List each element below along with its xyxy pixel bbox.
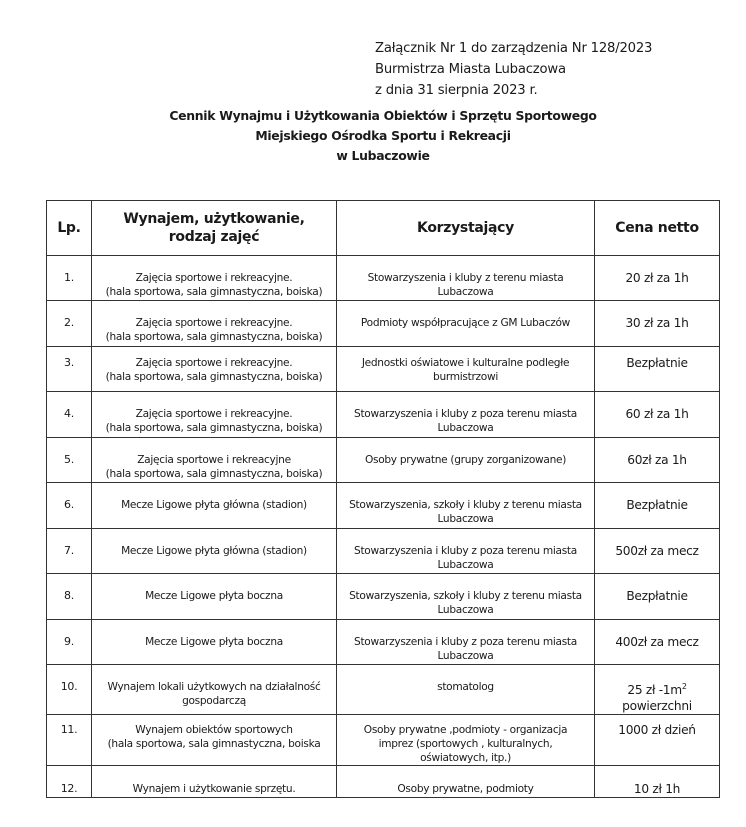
cell-lp — [47, 392, 92, 438]
lp-text: 3. — [64, 356, 74, 369]
cell-price — [595, 574, 720, 620]
table-header-row — [47, 201, 720, 256]
cell-price — [595, 665, 720, 715]
table-row — [47, 483, 720, 529]
cell-user — [337, 301, 595, 347]
cell-lp — [47, 438, 92, 483]
lp-text: 12. — [60, 782, 78, 796]
lp-text: 10. — [60, 680, 78, 693]
annex-line-1: Załącznik Nr 1 do zarządzenia Nr 128/2023 — [375, 41, 653, 56]
cell-lp — [47, 529, 92, 574]
cell-user — [337, 766, 595, 798]
user-line: imprez (sportowych , kulturalnych, — [378, 738, 553, 751]
user-line: Lubaczowa — [437, 422, 494, 434]
price-line: 10 zł 1h — [633, 782, 681, 797]
price-line: 60 zł za 1h — [625, 407, 689, 421]
user-line: Stowarzyszenia i kluby z poza terenu miasta — [354, 636, 577, 648]
user-line: Stowarzyszenia i kluby z poza terenu miasta — [354, 545, 577, 557]
activity-line: Wynajem obiektów sportowych — [135, 724, 293, 737]
cell-price — [595, 301, 720, 347]
annex-line-2: Burmistrza Miasta Lubaczowa — [375, 62, 566, 77]
activity-line: (hala sportowa, sala gimnastyczna, boiska) — [105, 371, 323, 383]
table-row — [47, 574, 720, 620]
table-row — [47, 256, 720, 301]
cell-activity — [92, 392, 337, 438]
header-price: Cena netto — [595, 201, 720, 256]
table-row — [47, 715, 720, 766]
title-line-3: w Lubaczowie — [336, 148, 430, 163]
user-line: Stowarzyszenia, szkoły i kluby z terenu miasta — [349, 590, 582, 602]
user-line: oświatowych, itp.) — [420, 752, 511, 765]
activity-line: Zajęcia sportowe i rekreacyjne — [137, 454, 291, 466]
lp-text: 2. — [64, 316, 74, 329]
activity-line: (hala sportowa, sala gimnastyczna, boiska) — [105, 331, 323, 343]
cell-user — [337, 392, 595, 438]
lp-text: 4. — [64, 407, 74, 420]
user-line: Lubaczowa — [437, 286, 494, 298]
cell-activity — [92, 438, 337, 483]
cell-activity — [92, 715, 337, 766]
price-table — [46, 200, 720, 798]
activity-line: Wynajem i użytkowanie sprzętu. — [132, 783, 296, 796]
lp-text: 11. — [60, 723, 78, 737]
table-row — [47, 620, 720, 665]
user-line: Osoby prywatne, podmioty — [397, 783, 534, 796]
cell-price — [595, 347, 720, 392]
user-line: Stowarzyszenia i kluby z poza terenu miasta — [354, 408, 577, 420]
user-line: Lubaczowa — [437, 604, 494, 616]
user-line: burmistrzowi — [433, 371, 498, 383]
cell-lp — [47, 574, 92, 620]
price-line: 20 zł za 1h — [625, 271, 689, 285]
cell-lp — [47, 256, 92, 301]
cell-price — [595, 529, 720, 574]
user-line: Stowarzyszenia i kluby z terenu miasta — [367, 272, 564, 284]
cell-activity — [92, 483, 337, 529]
table-body — [47, 256, 720, 798]
cell-activity — [92, 665, 337, 715]
cell-user — [337, 483, 595, 529]
activity-line: (hala sportowa, sala gimnastyczna, boiska) — [105, 286, 323, 298]
activity-line: (hala sportowa, sala gimnastyczna, boiska — [107, 738, 321, 751]
price-line: 60zł za 1h — [627, 453, 687, 467]
cell-lp — [47, 301, 92, 347]
price-line: 400zł za mecz — [615, 635, 699, 649]
cell-activity — [92, 620, 337, 665]
activity-line: Mecze Ligowe płyta boczna — [145, 590, 283, 602]
document-title — [0, 106, 746, 166]
cell-price — [595, 392, 720, 438]
cell-lp — [47, 715, 92, 766]
cell-user — [337, 529, 595, 574]
lp-text: 7. — [64, 544, 74, 557]
lp-text: 5. — [64, 453, 74, 466]
annex-line-3: z dnia 31 sierpnia 2023 r. — [375, 83, 538, 98]
header-activity: Wynajem, użytkowanie, rodzaj zajęć — [92, 201, 337, 256]
cell-user — [337, 665, 595, 715]
price-line: Bezpłatnie — [626, 589, 688, 603]
activity-line: Zajęcia sportowe i rekreacyjne. — [135, 272, 293, 284]
price-line: powierzchni — [622, 699, 692, 714]
activity-line: Zajęcia sportowe i rekreacyjne. — [135, 357, 293, 369]
activity-line: Zajęcia sportowe i rekreacyjne. — [135, 408, 293, 420]
user-line: Jednostki oświatowe i kulturalne podległe — [361, 357, 570, 369]
price-line: 1000 zł dzień — [618, 723, 696, 738]
header-lp: Lp. — [47, 201, 92, 256]
cell-activity — [92, 766, 337, 798]
cell-lp — [47, 665, 92, 715]
title-line-2: Miejskiego Ośrodka Sportu i Rekreacji — [255, 128, 511, 143]
table-row — [47, 301, 720, 347]
table-row — [47, 766, 720, 798]
cell-price — [595, 483, 720, 529]
table-row — [47, 438, 720, 483]
price-superscript: 2 — [681, 682, 687, 691]
lp-text: 6. — [64, 498, 74, 511]
lp-text: 1. — [64, 271, 74, 284]
activity-line: Wynajem lokali użytkowych na działalność — [107, 681, 321, 693]
cell-user — [337, 715, 595, 766]
table-row — [47, 529, 720, 574]
cell-user — [337, 574, 595, 620]
activity-line: (hala sportowa, sala gimnastyczna, boiska) — [105, 468, 323, 480]
user-line: stomatolog — [437, 681, 494, 693]
price-line: 25 zł -1m — [627, 683, 682, 698]
cell-price — [595, 438, 720, 483]
cell-lp — [47, 620, 92, 665]
lp-text: 9. — [64, 635, 74, 648]
user-line: Stowarzyszenia, szkoły i kluby z terenu miasta — [349, 499, 582, 511]
cell-user — [337, 256, 595, 301]
price-line: 30 zł za 1h — [625, 316, 689, 330]
price-line: Bezpłatnie — [626, 498, 688, 512]
cell-activity — [92, 574, 337, 620]
user-line: Podmioty współpracujące z GM Lubaczów — [360, 317, 571, 329]
cell-lp — [47, 483, 92, 529]
title-line-1: Cennik Wynajmu i Użytkowania Obiektów i Sprzętu Sportowego — [169, 108, 597, 123]
cell-lp — [47, 347, 92, 392]
annex-header — [375, 38, 652, 101]
table-row — [47, 347, 720, 392]
activity-line: (hala sportowa, sala gimnastyczna, boiska) — [105, 422, 323, 434]
user-line: Lubaczowa — [437, 559, 494, 571]
user-line: Osoby prywatne ,podmioty - organizacja — [363, 724, 568, 737]
cell-price — [595, 256, 720, 301]
activity-line: Zajęcia sportowe i rekreacyjne. — [135, 317, 293, 329]
cell-user — [337, 347, 595, 392]
activity-line: Mecze Ligowe płyta główna (stadion) — [121, 545, 307, 557]
cell-price — [595, 715, 720, 766]
price-line: Bezpłatnie — [626, 356, 688, 370]
activity-line: Mecze Ligowe płyta boczna — [145, 636, 283, 648]
user-line: Lubaczowa — [437, 650, 494, 662]
user-line: Osoby prywatne (grupy zorganizowane) — [364, 454, 567, 466]
activity-line: gospodarczą — [182, 695, 246, 707]
cell-user — [337, 620, 595, 665]
cell-activity — [92, 301, 337, 347]
price-line: 500zł za mecz — [615, 544, 699, 558]
cell-lp — [47, 766, 92, 798]
table-row — [47, 392, 720, 438]
table-row — [47, 665, 720, 715]
cell-user — [337, 438, 595, 483]
cell-price — [595, 620, 720, 665]
activity-line: Mecze Ligowe płyta główna (stadion) — [121, 499, 307, 511]
cell-activity — [92, 529, 337, 574]
cell-price — [595, 766, 720, 798]
user-line: Lubaczowa — [437, 513, 494, 525]
cell-activity — [92, 347, 337, 392]
lp-text: 8. — [64, 589, 74, 602]
cell-activity — [92, 256, 337, 301]
header-user: Korzystający — [337, 201, 595, 256]
